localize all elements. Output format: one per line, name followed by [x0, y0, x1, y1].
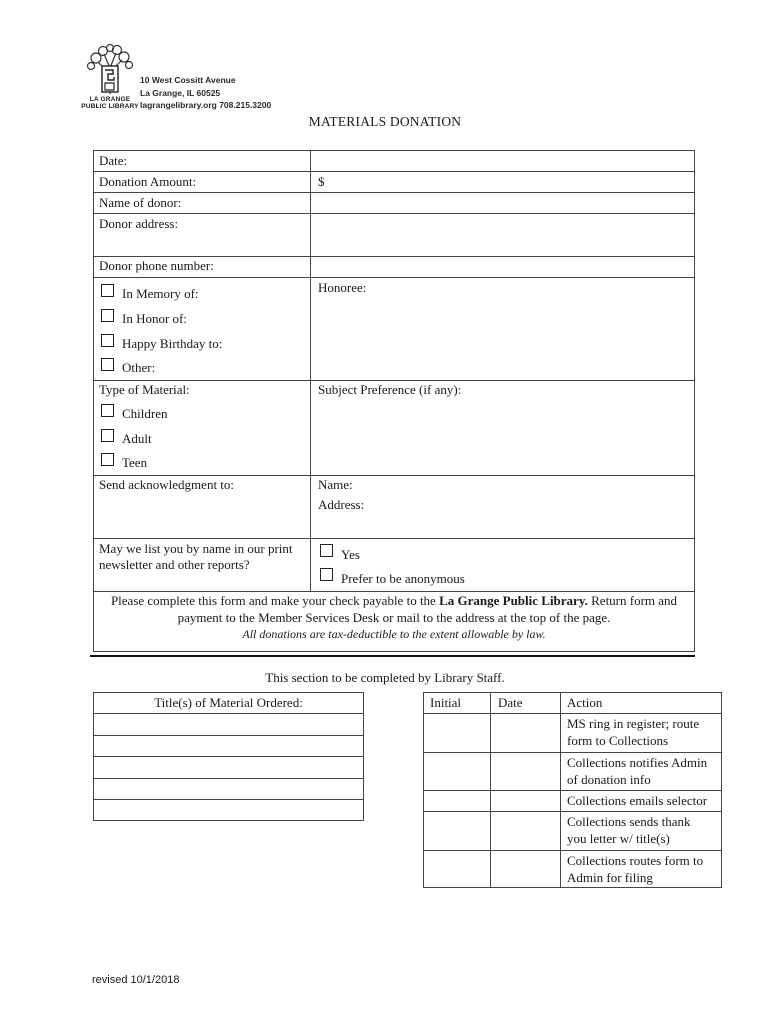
action-4: Collections sends thank you letter w/ title(s) — [567, 814, 691, 846]
col-initial-header: Initial — [430, 695, 462, 710]
donor-phone-field[interactable] — [312, 258, 694, 276]
anonymous-label: Prefer to be anonymous — [341, 571, 465, 586]
col-date-header: Date — [498, 695, 523, 710]
title-entry-field-1[interactable] — [94, 714, 363, 734]
list-question-line-1: May we list you by name in our print — [99, 541, 293, 556]
teen-checkbox[interactable] — [101, 453, 114, 466]
children-label: Children — [122, 406, 168, 421]
list-question-line-2: newsletter and other reports? — [99, 557, 250, 572]
adult-checkbox[interactable] — [101, 429, 114, 442]
donor-phone-label: Donor phone number: — [99, 258, 214, 273]
ack-address-label: Address: — [318, 497, 365, 512]
form-title: MATERIALS DONATION — [308, 114, 462, 129]
in-memory-checkbox[interactable] — [101, 284, 114, 297]
happy-birthday-checkbox[interactable] — [101, 334, 114, 347]
address-line-3: lagrangelibrary.org 708.215.3200 — [140, 100, 272, 110]
title-entry-field-2[interactable] — [94, 736, 363, 755]
date-field[interactable] — [312, 152, 694, 170]
teen-label: Teen — [122, 455, 148, 470]
titles-header: Title(s) of Material Ordered: — [154, 695, 303, 710]
title-entry-field-4[interactable] — [94, 779, 363, 798]
library-address — [140, 74, 271, 112]
yes-checkbox[interactable] — [320, 544, 333, 557]
staff-section-title: This section to be completed by Library Staff. — [265, 670, 505, 685]
instructions-notice — [93, 592, 695, 643]
in-honor-checkbox[interactable] — [101, 309, 114, 322]
material-type-label: Type of Material: — [99, 382, 190, 397]
tax-deductible-note: All donations are tax-deductible to the extent allowable by law. — [242, 627, 546, 641]
action-3: Collections emails selector — [567, 793, 708, 808]
subject-preference-label: Subject Preference (if any): — [318, 382, 462, 397]
honoree-label: Honoree: — [318, 280, 367, 295]
yes-label: Yes — [341, 547, 360, 562]
other-label: Other: — [122, 360, 156, 375]
donor-name-field[interactable] — [312, 194, 694, 212]
title-entry-field-5[interactable] — [94, 800, 363, 820]
notice-line-1: Please complete this form and make your check payable to the La Grange Public Library. Return form and — [110, 593, 678, 608]
revision-date: revised 10/1/2018 — [92, 974, 180, 986]
library-name: La Grange Public Library. — [439, 593, 588, 608]
action-1: MS ring in register; route form to Collections — [567, 716, 700, 748]
adult-label: Adult — [122, 431, 152, 446]
in-memory-label: In Memory of: — [122, 286, 199, 301]
donor-address-field[interactable] — [312, 215, 694, 255]
anonymous-checkbox[interactable] — [320, 568, 333, 581]
logo-wordmark: LA GRANGE PUBLIC LIBRARY — [81, 96, 139, 110]
children-checkbox[interactable] — [101, 404, 114, 417]
donation-amount-label: Donation Amount: — [99, 174, 197, 189]
happy-birthday-label: Happy Birthday to: — [122, 336, 223, 351]
dollar-sign: $ — [318, 174, 325, 189]
action-2: Collections notifies Admin of donation info — [567, 755, 708, 787]
donor-name-label: Name of donor: — [99, 195, 182, 210]
other-checkbox[interactable] — [101, 358, 114, 371]
address-line-2: La Grange, IL 60525 — [140, 87, 221, 98]
col-action-header: Action — [567, 695, 603, 710]
ack-name-label: Name: — [318, 477, 353, 492]
title-entry-field-3[interactable] — [94, 757, 363, 777]
notice-line-2: payment to the Member Services Desk or mail to the address at the top of the page. — [177, 610, 611, 625]
tree-logo-icon — [84, 44, 136, 96]
address-line-1: 10 West Cossitt Avenue — [140, 75, 236, 85]
send-acknowledgment-label: Send acknowledgment to: — [99, 477, 235, 492]
in-honor-label: In Honor of: — [122, 311, 187, 326]
action-5: Collections routes form to Admin for filing — [567, 853, 704, 885]
section-divider — [90, 655, 695, 657]
date-label: Date: — [99, 153, 128, 168]
library-logo — [80, 44, 140, 112]
donor-address-label: Donor address: — [99, 216, 179, 231]
